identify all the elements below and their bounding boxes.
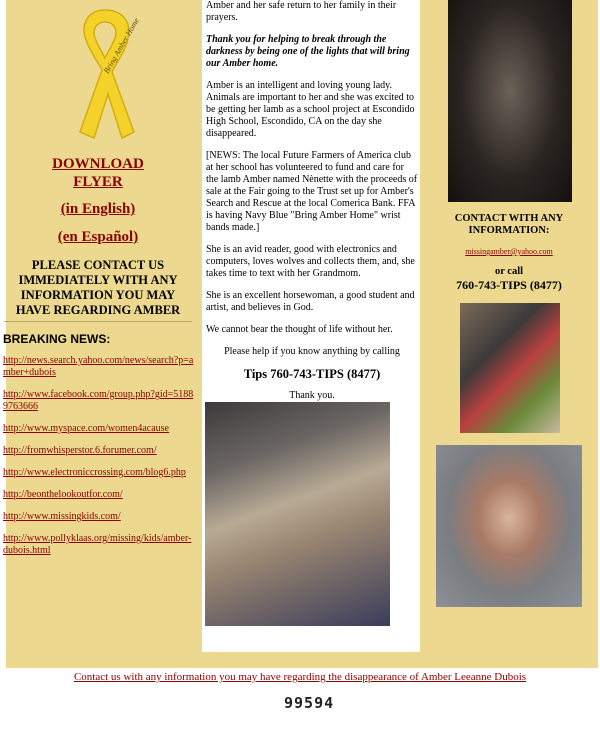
news-link[interactable]: http://www.electroniccrossing.com/blog6.php	[3, 467, 186, 478]
email-link[interactable]: missingamber@yahoo.com	[465, 247, 553, 256]
contact-us-notice: PLEASE CONTACT US IMMEDIATELY WITH ANY INFORMATION YOU MAY HAVE REGARDING AMBER	[15, 258, 181, 317]
news-link[interactable]: http://fromwhisperstor.6.forumer.com/	[3, 445, 157, 456]
intro-text: Amber and her safe return to her family in their prayers.	[206, 0, 397, 23]
photo-amber-portrait	[436, 445, 582, 607]
paragraph: She is an excellent horsewoman, a good student and artist, and believes in God.	[206, 290, 415, 313]
news-link[interactable]: http://news.search.yahoo.com/news/search?p=amber+dubois	[3, 355, 194, 378]
photo-amber-beach	[448, 0, 572, 202]
paragraph: She is an avid reader, good with electronics and computers, loves wolves and collects them, and, she takes time to text with her Grandmom.	[206, 244, 415, 279]
news-links-list	[3, 355, 195, 567]
download-line-1[interactable]: DOWNLOAD	[52, 156, 144, 172]
tips-phone: Tips 760-743-TIPS (8477)	[243, 367, 381, 381]
download-flyer-link[interactable]	[0, 155, 196, 191]
photo-amber-with-game	[205, 402, 390, 626]
news-link[interactable]: http://www.missingkids.com/	[3, 511, 121, 522]
breaking-news-title: BREAKING NEWS:	[3, 332, 111, 346]
yellow-ribbon-logo	[68, 4, 142, 144]
news-link[interactable]: http://beonthelookoutfor.com/	[3, 489, 123, 500]
footer-band	[6, 652, 598, 668]
or-call-text: or call	[494, 266, 524, 277]
thanks-text: Thank you for helping to break through the darkness by being one of the lights that will bring our Amber home.	[206, 34, 410, 69]
ribbon-text: Bring Amber Home	[101, 16, 141, 76]
thank-you-text: Thank you.	[289, 390, 335, 401]
news-paragraph: [NEWS: The local Future Farmers of America club at her school has volunteered to fund and care for the lamb Amber named Nènette with the proceeds of sale at the Fair going to the Trust set up for Amber's Search and Rescue at the local Comerica Bank. FFA is having Navy Blue "Bring Amber Home" wrist bands made.]	[206, 150, 418, 233]
photo-amber-gifts	[460, 303, 560, 433]
english-flyer-link[interactable]: (in English)	[60, 201, 136, 217]
phone-number: 760-743-TIPS (8477)	[456, 278, 562, 292]
news-link[interactable]: http://www.facebook.com/group.php?gid=51889763666	[3, 389, 194, 412]
visitor-counter: 99594	[284, 694, 335, 712]
download-line-2[interactable]: FLYER	[73, 174, 123, 190]
help-text: Please help if you know anything by calling	[224, 346, 400, 357]
contact-footer-link[interactable]: Contact us with any information you may have regarding the disappearance of Amber Leeanne Dubois	[73, 671, 527, 683]
spanish-flyer-link[interactable]: (en Español)	[57, 229, 139, 245]
news-link[interactable]: http://www.pollyklaas.org/missing/kids/amber-dubois.html	[3, 533, 192, 556]
paragraph: We cannot bear the thought of life without her.	[206, 324, 393, 335]
middle-text	[206, 0, 418, 412]
divider	[4, 321, 192, 322]
paragraph: Amber is an intelligent and loving young lady. Animals are important to her and she was excited to be getting her lamb as a school project at Escondido High School, Escondido, CA on the day she disappeared.	[206, 80, 415, 139]
news-link[interactable]: http://www.myspace.com/women4acause	[3, 423, 169, 434]
contact-info-heading: CONTACT WITH ANY INFORMATION:	[454, 213, 564, 236]
